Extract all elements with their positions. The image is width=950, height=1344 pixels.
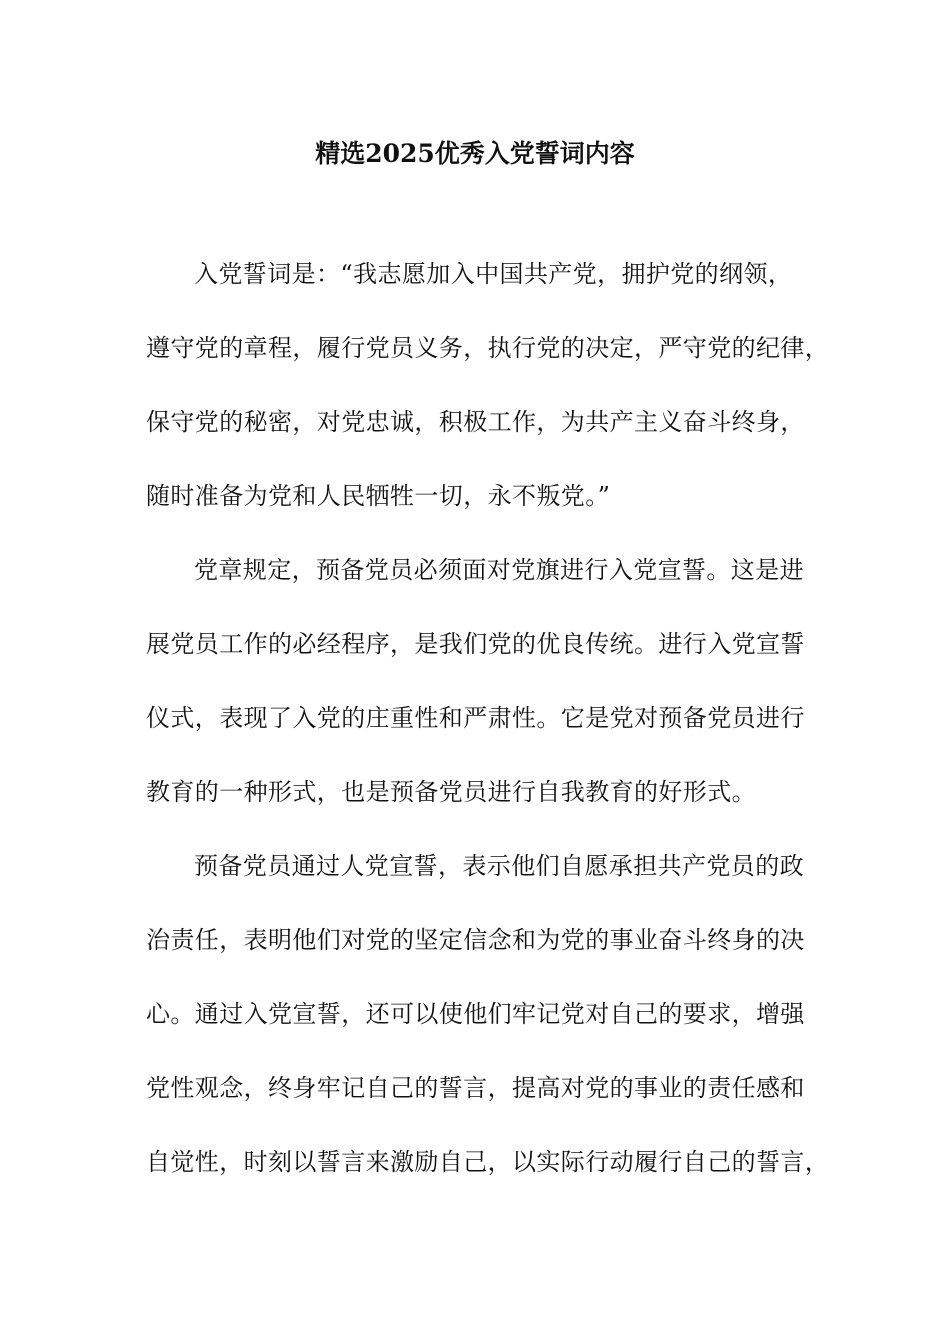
paragraph-2-line-4: 教育的一种形式，也是预备党员进行自我教育的好形式。 xyxy=(146,778,756,806)
paragraph-2-line-1: 党章规定，预备党员必须面对党旗进行入党宣誓。这是进 xyxy=(194,556,804,584)
paragraph-3-line-4: 党性观念，终身牢记自己的誓言，提高对党的事业的责任感和 xyxy=(146,1074,805,1102)
document-title: 精选2025优秀入党誓词内容 xyxy=(315,139,635,168)
paragraph-3-line-1: 预备党员通过人党宣誓，表示他们自愿承担共产党员的政 xyxy=(194,852,804,880)
paragraph-2-line-2: 展党员工作的必经程序，是我们党的优良传统。进行入党宣誓 xyxy=(146,630,805,658)
paragraph-1-line-1: 入党誓词是：“我志愿加入中国共产党，拥护党的纲领， xyxy=(194,260,793,288)
paragraph-3-line-5: 自觉性，时刻以誓言来激励自己，以实际行动履行自己的誓言， xyxy=(146,1148,830,1176)
document-body xyxy=(146,246,830,1208)
paragraph-1-line-3: 保守党的秘密，对党忠诚，积极工作，为共产主义奋斗终身， xyxy=(146,408,805,436)
paragraph-1-line-2: 遵守党的章程，履行党员义务，执行党的决定，严守党的纪律， xyxy=(146,334,830,362)
paragraph-1-line-4: 随时准备为党和人民牺牲一切，永不叛党。” xyxy=(146,482,611,510)
paragraph-2-line-3: 仪式，表现了入党的庄重性和严肃性。它是党对预备党员进行 xyxy=(146,704,805,732)
paragraph-3-line-2: 治责任，表明他们对党的坚定信念和为党的事业奋斗终身的决 xyxy=(146,926,805,954)
paragraph-3-line-3: 心。通过入党宣誓，还可以使他们牢记党对自己的要求，增强 xyxy=(146,1000,805,1028)
